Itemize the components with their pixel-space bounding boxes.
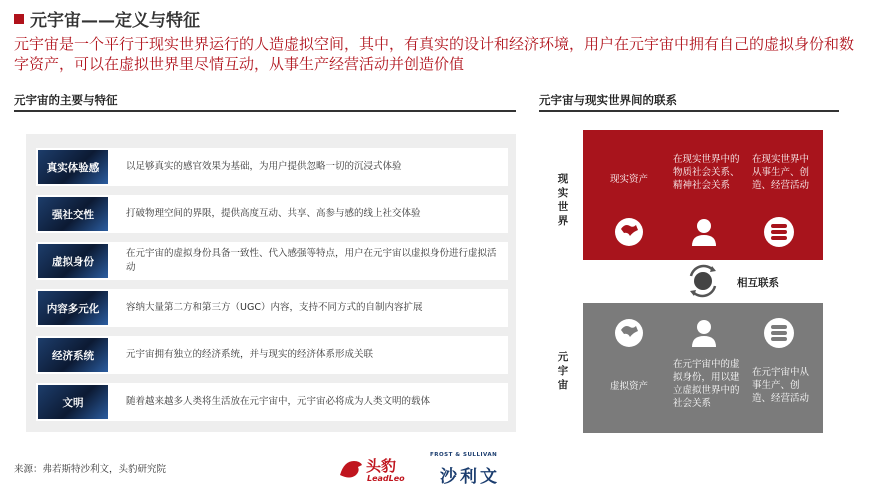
list-item <box>36 383 508 421</box>
frost-sullivan-cn: 沙利文 <box>440 467 500 487</box>
feature-desc: 容纳大量第二方和第三方（UGC）内容，支持不同方式的自制内容扩展 <box>126 302 423 313</box>
real-relations-text: 在现实世界中的物质社会关系、精神社会关系 <box>673 154 740 191</box>
feature-desc: 在元宇宙的虚拟身份具备一致性、代入感强等特点，用户在元宇宙以虚拟身份进行虚拟活动 <box>126 248 497 273</box>
feature-desc: 以足够真实的感官效果为基础，为用户提供忽略一切的沉浸式体验 <box>126 161 402 172</box>
left-section-divider <box>14 110 516 112</box>
virtual-assets-text: 虚拟资产 <box>609 381 648 392</box>
list-item <box>36 195 508 233</box>
title-marker <box>14 14 24 24</box>
source-note: 来源：弗若斯特沙利文，头豹研究院 <box>14 464 167 475</box>
link-box <box>681 261 725 302</box>
feature-tag: 经济系统 <box>38 338 108 372</box>
feature-desc: 随着越来越多人类将生活放在元宇宙中，元宇宙必将成为人类文明的载体 <box>126 396 431 407</box>
feature-desc: 打破物理空间的界限，提供高度互动、共享、高参与感的线上社交体验 <box>126 208 421 219</box>
list-item <box>36 242 508 280</box>
list-item <box>36 148 508 186</box>
feature-tag: 文明 <box>38 385 108 419</box>
globe-icon <box>612 215 646 249</box>
feature-tag: 内容多元化 <box>38 291 108 325</box>
page-title: 元宇宙——定义与特征 <box>30 11 200 31</box>
list-item <box>36 336 508 374</box>
left-section-heading: 元宇宙的主要与特征 <box>14 93 118 107</box>
coins-icon <box>762 316 796 350</box>
real-world-label: 现实世界 <box>557 173 569 227</box>
refresh-icon <box>681 261 725 302</box>
right-section-divider <box>539 110 839 112</box>
link-label: 相互联系 <box>737 277 779 289</box>
coins-icon <box>762 215 796 249</box>
leopard-logo-icon <box>338 457 364 481</box>
leadleo-cn: 头豹 <box>366 457 397 475</box>
list-item <box>36 289 508 327</box>
real-assets-text: 现实资产 <box>609 174 648 185</box>
person-icon <box>687 316 721 350</box>
metaverse-label: 元宇宙 <box>557 351 569 391</box>
feature-desc: 元宇宙拥有独立的经济系统，并与现实的经济体系形成关联 <box>126 349 374 360</box>
virtual-identity-text: 在元宇宙中的虚拟身份，用以建立虚拟世界中的社会关系 <box>673 359 740 409</box>
feature-tag: 真实体验感 <box>38 150 108 184</box>
frost-sullivan-en: FROST & SULLIVAN <box>430 452 498 458</box>
leadleo-en: LeadLeo <box>367 474 405 483</box>
frost-sullivan-logo <box>426 452 516 486</box>
person-icon <box>687 215 721 249</box>
right-section-heading: 元宇宙与现实世界间的联系 <box>539 93 677 107</box>
feature-tag: 虚拟身份 <box>38 244 108 278</box>
feature-tag: 强社交性 <box>38 197 108 231</box>
leadleo-logo <box>338 455 418 487</box>
virtual-activity-text: 在元宇宙中从事生产、创造、经营活动 <box>752 367 810 404</box>
globe-icon <box>612 316 646 350</box>
page-subtitle: 元宇宙是一个平行于现实世界运行的人造虚拟空间，其中，有真实的设计和经济环境，用户在元宇宙中拥有自己的虚拟身份和数字资产，可以在虚拟世界里尽情互动，从事生产经营活动并创造价值 <box>14 35 855 73</box>
real-activity-text: 在现实世界中从事生产、创造、经营活动 <box>752 154 810 191</box>
